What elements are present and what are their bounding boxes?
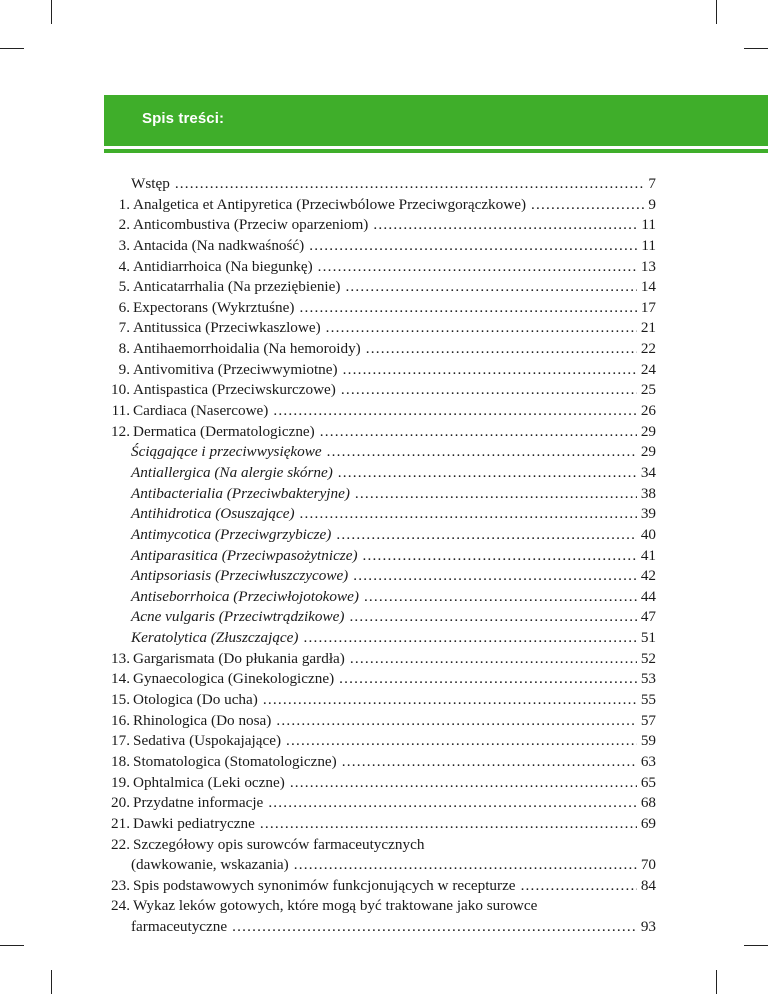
toc-entry-page: 17 (640, 298, 656, 316)
toc-entry-number: 11. (111, 402, 130, 420)
toc-entry-page: 42 (640, 567, 656, 585)
toc-entry (106, 236, 656, 257)
toc-entry (106, 422, 656, 443)
toc-entry (106, 174, 656, 195)
toc-entry-number: 19. (111, 773, 130, 791)
dot-leader (521, 876, 637, 897)
toc-entry (106, 876, 656, 897)
toc-entry (106, 855, 656, 876)
toc-entry-page: 70 (640, 856, 656, 874)
crop-mark (716, 970, 717, 994)
toc-entry-number: 3. (118, 236, 130, 254)
toc-entry-page: 63 (640, 752, 656, 770)
dot-leader (303, 628, 636, 649)
toc-entry (106, 773, 656, 794)
dot-leader (342, 752, 637, 773)
toc-entry-page: 38 (640, 484, 656, 502)
toc-entry-title: Keratolytica (Złuszczające) (131, 629, 299, 647)
toc-entry (106, 628, 656, 649)
dot-leader (318, 257, 637, 278)
toc-entry-title: Acne vulgaris (Przeciwtrądzikowe) (131, 608, 345, 626)
toc-entry (106, 380, 656, 401)
toc-entry-title: Rhinologica (Do nosa) (133, 711, 272, 729)
toc-entry-title: Antispastica (Przeciwskurczowe) (133, 381, 336, 399)
dot-leader (366, 339, 637, 360)
toc-entry-number: 10. (111, 381, 130, 399)
toc-entry-title: Anticatarrhalia (Na przeziębienie) (133, 278, 341, 296)
dot-leader (364, 587, 637, 608)
toc-entry (106, 504, 656, 525)
dot-leader (299, 298, 636, 319)
dot-leader (531, 195, 644, 216)
toc-entry (106, 318, 656, 339)
toc-entry-page: 11 (641, 216, 656, 234)
toc-entry-title: Gynaecologica (Ginekologiczne) (133, 670, 335, 688)
toc-entry (106, 669, 656, 690)
toc-entry-number: 5. (118, 278, 130, 296)
toc-entry-page: 29 (640, 443, 656, 461)
dot-leader (260, 814, 637, 835)
toc-entry (106, 463, 656, 484)
toc-entry-number: 13. (111, 649, 130, 667)
toc-entry-number: 15. (111, 691, 130, 709)
toc-entry-page: 65 (640, 773, 656, 791)
toc-entry-title: (dawkowanie, wskazania) (131, 856, 289, 874)
toc-entry (106, 607, 656, 628)
crop-mark (744, 48, 768, 49)
crop-mark (716, 0, 717, 24)
toc-entry-page: 41 (640, 546, 656, 564)
toc-entry-title: Antihidrotica (Osuszające) (131, 505, 295, 523)
dot-leader (309, 236, 637, 257)
toc-entry (106, 525, 656, 546)
toc-entry-page: 7 (648, 175, 656, 192)
toc-entry-number: 6. (118, 298, 130, 316)
toc-entry-number: 24. (111, 897, 130, 915)
toc-entry (106, 298, 656, 319)
toc-entry-number: 18. (111, 752, 130, 770)
dot-leader (338, 463, 637, 484)
toc-entry-title: Antitussica (Przeciwkaszlowe) (133, 319, 321, 337)
toc-entry-page: 52 (640, 649, 656, 667)
toc-entry-title: Antipsoriasis (Przeciwłuszczycowe) (131, 567, 349, 585)
toc-entry-title: Przydatne informacje (133, 794, 264, 812)
toc-entry-number: 4. (118, 257, 130, 275)
dot-leader (263, 690, 637, 711)
crop-mark (51, 0, 52, 24)
toc-entry-page: 53 (640, 670, 656, 688)
toc-entry-title: Dawki pediatryczne (133, 814, 255, 832)
toc-entry-page: 21 (640, 319, 656, 337)
toc-entry-number: 7. (118, 319, 130, 337)
toc-entry-title: Otologica (Do ucha) (133, 691, 258, 709)
toc-entry (106, 257, 656, 278)
toc-entry-page: 29 (640, 422, 656, 440)
toc-entry-title: Antihaemorrhoidalia (Na hemoroidy) (133, 340, 361, 358)
toc-entry-page: 84 (640, 876, 656, 894)
crop-mark (744, 945, 768, 946)
toc-entry-page: 47 (640, 608, 656, 626)
toc-entry (106, 566, 656, 587)
toc-entry (106, 793, 656, 814)
toc-entry (106, 215, 656, 236)
toc-entry-title: farmaceutyczne (131, 918, 228, 936)
toc-entry (106, 814, 656, 835)
toc-entry (106, 195, 656, 216)
toc-entry (106, 484, 656, 505)
toc-entry (106, 835, 656, 856)
toc-entry (106, 360, 656, 381)
toc-entry-title: Dermatica (Dermatologiczne) (133, 422, 315, 440)
toc-entry (106, 731, 656, 752)
toc-entry-number: 22. (111, 835, 130, 853)
toc-entry-page: 34 (640, 463, 656, 481)
toc-entry (106, 690, 656, 711)
toc-entry-number: 2. (118, 216, 130, 234)
crop-mark (0, 48, 24, 49)
toc-entry-page: 57 (640, 711, 656, 729)
toc-entry-page: 11 (641, 236, 656, 254)
dot-leader (336, 525, 636, 546)
toc-entry-title: Ophtalmica (Leki oczne) (133, 773, 285, 791)
toc-entry-page: 24 (640, 360, 656, 378)
dot-leader (353, 566, 637, 587)
toc-entry-page: 55 (640, 691, 656, 709)
toc-entry-title: Antivomitiva (Przeciwwymiotne) (133, 360, 338, 378)
toc-entry-page: 14 (640, 278, 656, 296)
toc-entry-number: 14. (111, 670, 130, 688)
toc-entry (106, 587, 656, 608)
header-rule (104, 149, 768, 153)
dot-leader (268, 793, 637, 814)
toc-entry-title: Antimycotica (Przeciwgrzybicze) (131, 525, 332, 543)
toc-entry-page: 22 (640, 340, 656, 358)
dot-leader (341, 380, 637, 401)
toc-entry-title: Wykaz leków gotowych, które mogą być traktowane jako surowce (133, 897, 538, 915)
toc-entry-page: 59 (640, 732, 656, 750)
dot-leader (294, 855, 637, 876)
toc-entry-number: 8. (118, 340, 130, 358)
toc-entry (106, 896, 656, 917)
toc-entry-title: Expectorans (Wykrztuśne) (133, 298, 295, 316)
toc-entry-title: Gargarismata (Do płukania gardła) (133, 649, 345, 667)
dot-leader (355, 484, 637, 505)
dot-leader (363, 546, 637, 567)
toc-entry-page: 69 (640, 814, 656, 832)
toc-entry-title: Spis podstawowych synonimów funkcjonujących w recepturze (133, 876, 516, 894)
toc-entry-page: 93 (640, 918, 656, 936)
toc-entry (106, 277, 656, 298)
table-of-contents (106, 174, 656, 938)
toc-entry-page: 51 (640, 629, 656, 647)
dot-leader (343, 360, 637, 381)
toc-entry-page: 9 (648, 195, 656, 213)
page-title: Spis treści: (142, 110, 225, 127)
dot-leader (327, 442, 637, 463)
toc-entry (106, 711, 656, 732)
toc-entry (106, 339, 656, 360)
dot-leader (286, 731, 637, 752)
dot-leader (273, 401, 636, 422)
toc-entry-title: Ściągające i przeciwwysiękowe (131, 443, 322, 461)
toc-entry-page: 25 (640, 381, 656, 399)
toc-entry (106, 917, 656, 938)
dot-leader (326, 318, 637, 339)
toc-entry-title: Antibacterialia (Przeciwbakteryjne) (131, 484, 350, 502)
toc-entry-page: 26 (640, 402, 656, 420)
toc-entry-title: Antacida (Na nadkwaśność) (133, 236, 305, 254)
toc-entry-page: 40 (640, 525, 656, 543)
toc-entry (106, 401, 656, 422)
toc-entry (106, 649, 656, 670)
toc-entry-title: Sedativa (Uspokajające) (133, 732, 282, 750)
toc-entry-number: 20. (111, 794, 130, 812)
dot-leader (276, 711, 636, 732)
toc-entry-page: 13 (640, 257, 656, 275)
toc-entry-number: 23. (111, 876, 130, 894)
toc-entry-number: 17. (111, 732, 130, 750)
toc-entry-number: 16. (111, 711, 130, 729)
toc-entry-title: Analgetica et Antipyretica (Przeciwbólowe Przeciwgorączkowe) (133, 195, 527, 213)
dot-leader (350, 649, 637, 670)
toc-entry (106, 442, 656, 463)
crop-mark (0, 945, 24, 946)
toc-entry-number: 12. (111, 422, 130, 440)
toc-entry (106, 752, 656, 773)
toc-entry-number: 1. (118, 195, 130, 213)
dot-leader (320, 422, 637, 443)
toc-entry (106, 546, 656, 567)
dot-leader (349, 607, 636, 628)
dot-leader (300, 504, 637, 525)
toc-entry-title: Antiseborrhoica (Przeciwłojotokowe) (131, 587, 359, 605)
dot-leader (345, 277, 636, 298)
toc-entry-title: Antidiarrhoica (Na biegunkę) (133, 257, 313, 275)
toc-entry-title: Szczegółowy opis surowców farmaceutycznych (133, 835, 425, 853)
toc-entry-page: 68 (640, 794, 656, 812)
crop-mark (51, 970, 52, 994)
dot-leader (339, 669, 637, 690)
dot-leader (373, 215, 637, 236)
toc-entry-title: Wstęp (131, 175, 170, 192)
toc-entry-page: 39 (640, 505, 656, 523)
toc-entry-page: 44 (640, 587, 656, 605)
toc-entry-number: 9. (118, 360, 130, 378)
toc-entry-title: Antiallergica (Na alergie skórne) (131, 463, 333, 481)
toc-entry-title: Anticombustiva (Przeciw oparzeniom) (133, 216, 369, 234)
toc-entry-number: 21. (111, 814, 130, 832)
dot-leader (232, 917, 637, 938)
dot-leader (175, 174, 644, 195)
toc-entry-title: Cardiaca (Nasercowe) (133, 402, 269, 420)
toc-entry-title: Stomatologica (Stomatologiczne) (133, 752, 337, 770)
dot-leader (290, 773, 637, 794)
toc-entry-title: Antiparasitica (Przeciwpasożytnicze) (131, 546, 358, 564)
